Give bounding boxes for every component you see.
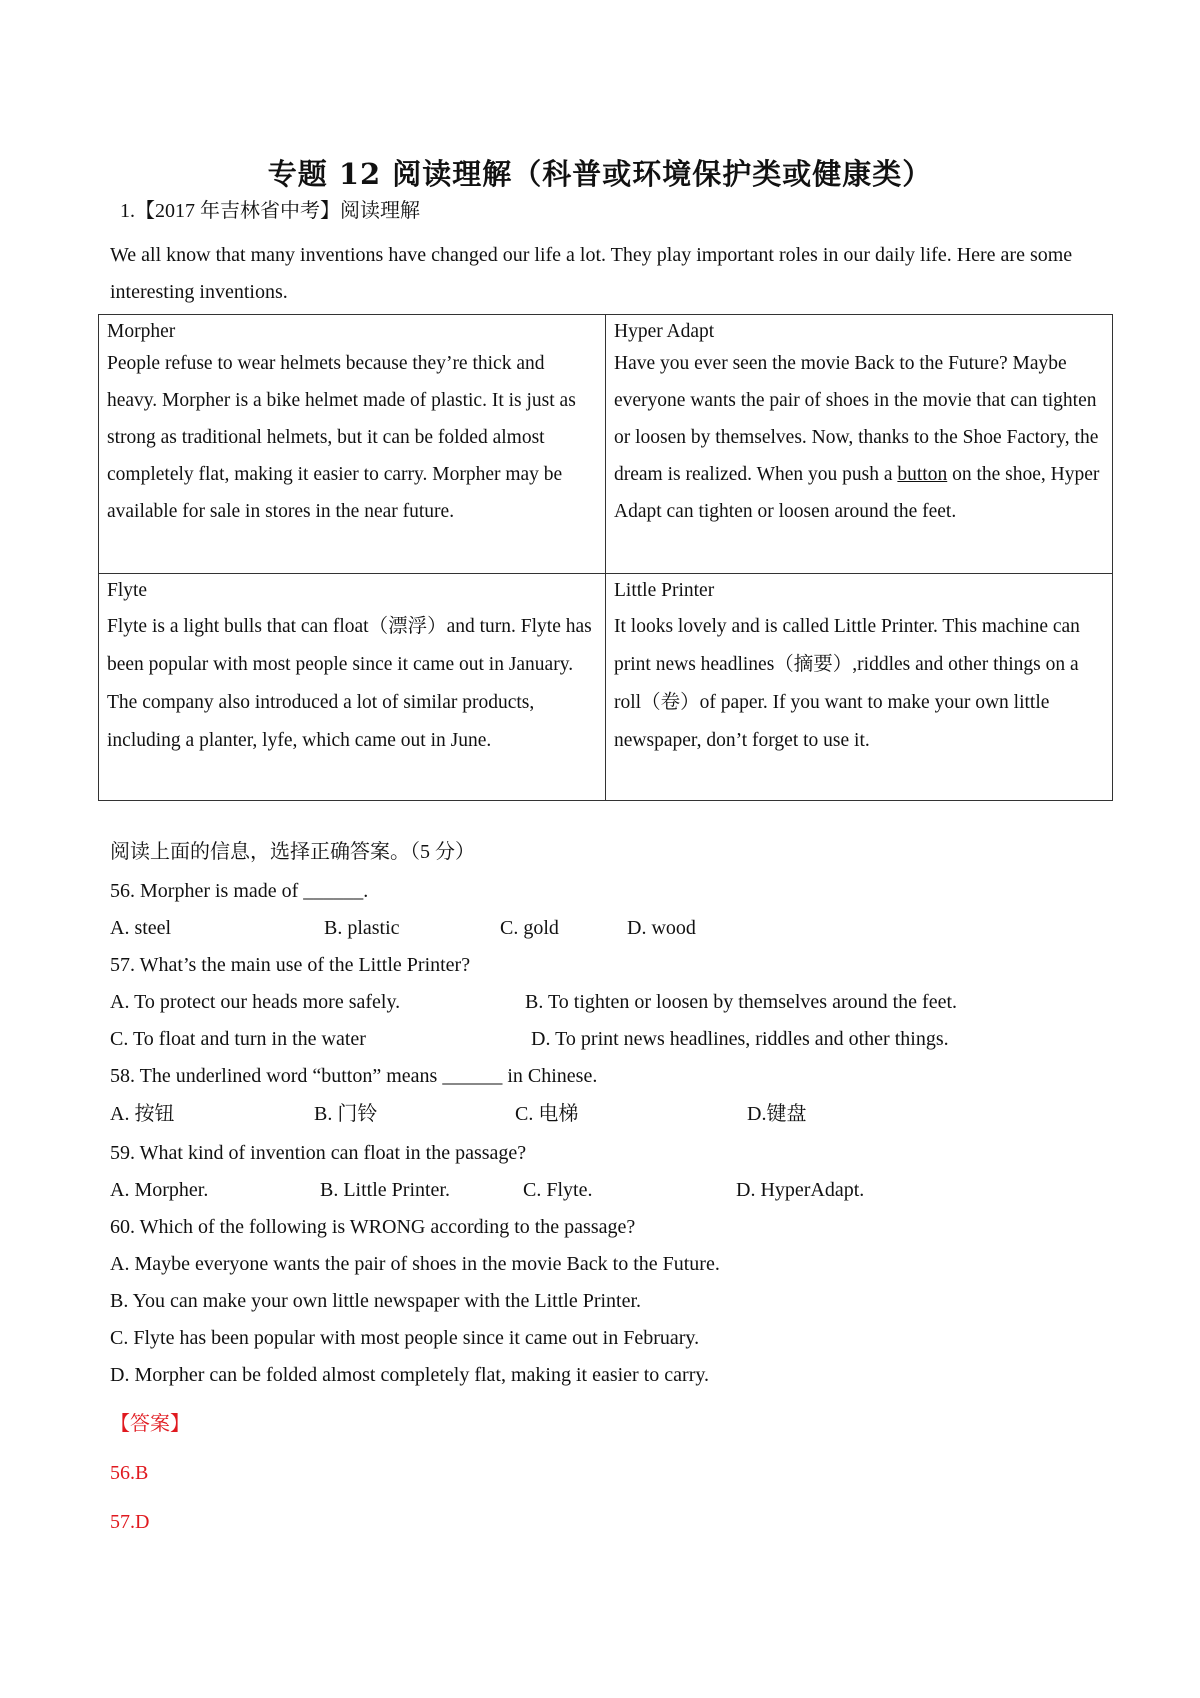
- q57-option-c: C. To float and turn in the water: [110, 1028, 366, 1050]
- q57-option-a: A. To protect our heads more safely.: [110, 991, 401, 1013]
- q59-option-b: B. Little Printer.: [320, 1179, 450, 1201]
- hyper-adapt-body-start: Have you ever seen the movie Back to the Future? Maybe everyone wants the pair of shoes in the movie that can tighten or loosen by themselves. Now, thanks to the Shoe Factory, the dream is realized. When you push a: [614, 353, 1099, 485]
- hyper-adapt-body: [614, 345, 1104, 530]
- q60-option-b: B. You can make your own little newspaper with the Little Printer.: [110, 1290, 642, 1312]
- q58-option-c: C. 电梯: [515, 1103, 579, 1125]
- q58-option-d: D.键盘: [747, 1103, 807, 1125]
- page-title: 专题 12 阅读理解（科普或环境保护类或健康类）: [267, 157, 933, 191]
- answer-label: 【答案】: [110, 1413, 190, 1435]
- flyte-body: Flyte is a light bulls that can float（漂浮）and turn. Flyte has been popular with most people since it came out in January. The company also introduced a lot of similar products, including a planter, lyfe, which came out in June.: [107, 616, 592, 751]
- flyte-cell: [99, 574, 606, 801]
- question-60: 60. Which of the following is WRONG according to the passage?: [110, 1216, 636, 1238]
- question-56: 56. Morpher is made of ______.: [110, 880, 369, 902]
- q59-option-d: D. HyperAdapt.: [736, 1179, 865, 1201]
- little-printer-body: It looks lovely and is called Little Printer. This machine can print news headlines（摘要）,riddles and other things on a roll（卷）of paper. If you want to make your own little newspaper, don’t forget to use it.: [614, 616, 1080, 751]
- instruction-text: 阅读上面的信息，选择正确答案。（5 分）: [110, 841, 475, 863]
- question-header: 1.【2017 年吉林省中考】阅读理解: [120, 200, 420, 222]
- q57-option-d: D. To print news headlines, riddles and other things.: [531, 1028, 949, 1050]
- question-57: 57. What’s the main use of the Little Printer?: [110, 954, 471, 976]
- intro-paragraph: We all know that many inventions have changed our life a lot. They play important roles in our daily life. Here are some interesting inventions.: [110, 244, 1073, 303]
- q56-option-d: D. wood: [627, 917, 696, 939]
- q59-option-a: A. Morpher.: [110, 1179, 209, 1201]
- table-row: [99, 574, 1113, 801]
- hyper-adapt-cell: [606, 315, 1113, 574]
- q57-option-b: B. To tighten or loosen by themselves around the feet.: [525, 991, 958, 1013]
- q60-option-c: C. Flyte has been popular with most people since it came out in February.: [110, 1327, 700, 1349]
- morpher-cell: [99, 315, 606, 574]
- little-printer-title: Little Printer: [614, 580, 715, 601]
- q60-option-a: A. Maybe everyone wants the pair of shoes in the movie Back to the Future.: [110, 1253, 720, 1275]
- answer-56: 56.B: [110, 1462, 149, 1484]
- q56-option-c: C. gold: [500, 917, 559, 939]
- hyper-adapt-body-end: on the shoe, Hyper Adapt can tighten or loosen around the feet.: [614, 464, 1100, 522]
- underlined-word-button: button: [897, 464, 948, 485]
- q60-option-d: D. Morpher can be folded almost completely flat, making it easier to carry.: [110, 1364, 710, 1386]
- inventions-table: [98, 314, 1113, 801]
- q56-option-b: B. plastic: [324, 917, 400, 939]
- q59-option-c: C. Flyte.: [523, 1179, 593, 1201]
- q58-option-b: B. 门铃: [314, 1103, 378, 1125]
- question-59: 59. What kind of invention can float in the passage?: [110, 1142, 527, 1164]
- morpher-body: People refuse to wear helmets because they’re thick and heavy. Morpher is a bike helmet made of plastic. It is just as strong as traditional helmets, but it can be folded almost completely flat, making it easier to carry. Morpher may be available for sale in stores in the near future.: [107, 353, 576, 522]
- q56-option-a: A. steel: [110, 917, 172, 939]
- morpher-title: Morpher: [107, 321, 176, 342]
- little-printer-cell: [606, 574, 1113, 801]
- hyper-adapt-title: Hyper Adapt: [614, 321, 715, 342]
- q58-option-a: A. 按钮: [110, 1103, 175, 1125]
- question-58: 58. The underlined word “button” means ______ in Chinese.: [110, 1065, 598, 1087]
- flyte-title: Flyte: [107, 580, 148, 601]
- answer-57: 57.D: [110, 1511, 150, 1533]
- table-row: [99, 315, 1113, 574]
